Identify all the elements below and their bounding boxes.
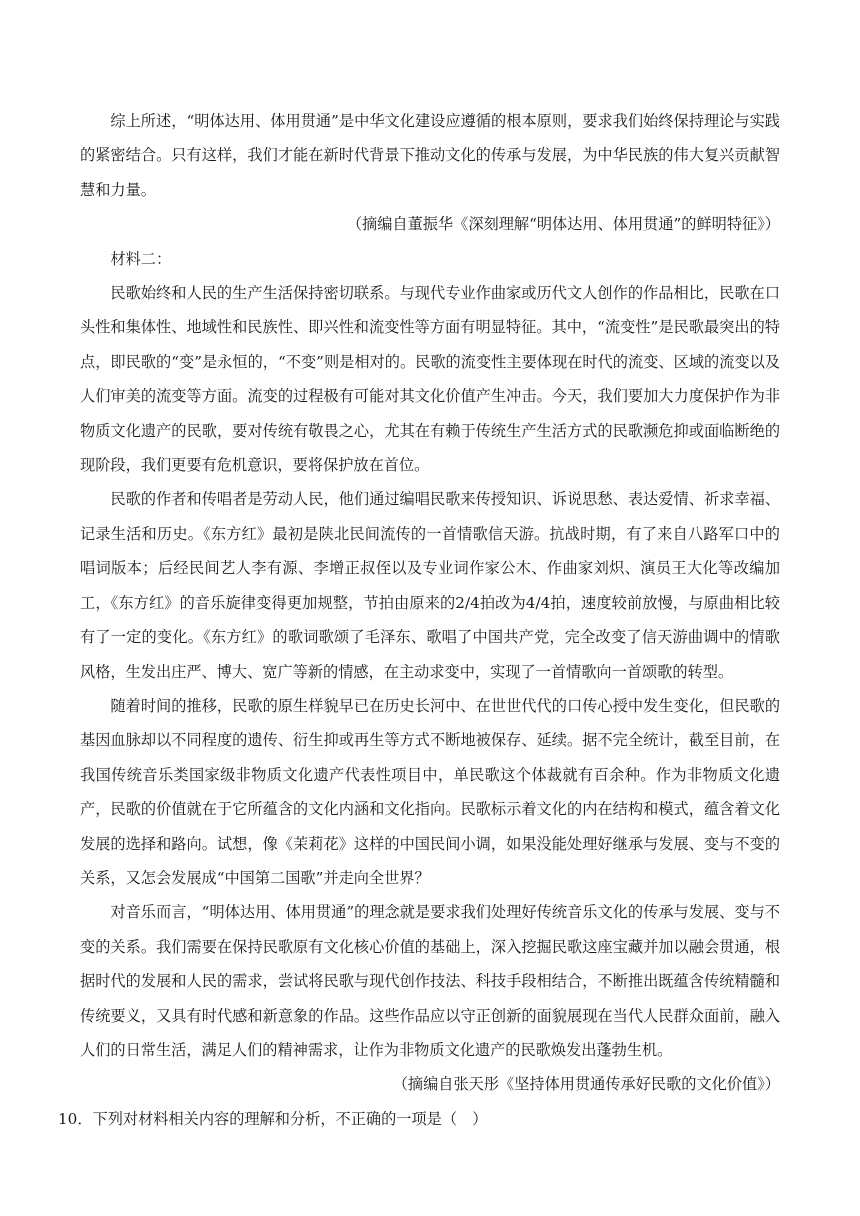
question-10: 10．下列对材料相关内容的理解和分析，不正确的一项是（ ）	[58, 1109, 488, 1128]
material2-paragraph-2: 民歌的作者和传唱者是劳动人民，他们通过编唱民歌来传授知识、诉说思愁、表达爱情、祈求幸福、记录生活和历史。《东方红》最初是陕北民间流传的一首情歌信天游。抗战时期，有了来自八路军口中的唱词版本；后经民间艺人李有源、李增正叔侄以及专业词作家公木、作曲家刘炽、演员王大化等改编加工，《东方红》的音乐旋律变得更加规整，节拍由原来的2/4拍改为4/4拍，速度较前放慢，与原曲相比较有了一定的变化。《东方红》的歌词歌颂了毛泽东、歌唱了中国共产党，完全改变了信天游曲调中的情歌风格，生发出庄严、博大、宽广等新的情感，在主动求变中，实现了一首情歌向一首颂歌的转型。	[80, 490, 780, 681]
material2-paragraph-3: 随着时间的推移，民歌的原生样貌早已在历史长河中、在世世代代的口传心授中发生变化，但民歌的基因血脉却以不同程度的遗传、衍生抑或再生等方式不断地被保存、延续。据不完全统计，截至目前，在我国传统音乐类国家级非物质文化遗产代表性项目中，单民歌这个体裁就有百余种。作为非物质文化遗产，民歌的价值就在于它所蕴含的文化内涵和文化指向。民歌标示着文化的内在结构和模式，蕴含着文化发展的选择和路向。试想，像《茉莉花》这样的中国民间小调，如果没能处理好继承与发展、变与不变的关系，又怎会发展成“中国第二国歌”并走向全世界？	[80, 696, 780, 887]
material2-label: 材料二：	[110, 249, 172, 268]
material2-paragraph-1: 民歌始终和人民的生产生活保持密切联系。与现代专业作曲家或历代文人创作的作品相比，民歌在口头性和集体性、地域性和民族性、即兴性和流变性等方面有明显特征。其中，“流变性”是民歌最突出的特点，即民歌的“变”是永恒的，“不变”则是相对的。民歌的流变性主要体现在时代的流变、区域的流变以及人们审美的流变等方面。流变的过程极有可能对其文化价值产生冲击。今天，我们要加大力度保护作为非物质文化遗产的民歌，要对传统有敬畏之心，尤其在有赖于传统生产生活方式的民歌濒危抑或面临断绝的现阶段，我们更要有危机意识，要将保护放在首位。	[80, 284, 780, 475]
material2-paragraph-4: 对音乐而言，“明体达用、体用贯通”的理念就是要求我们处理好传统音乐文化的传承与发展、变与不变的关系。我们需要在保持民歌原有文化核心价值的基础上，深入挖掘民歌这座宝藏并加以融会贯通，根据时代的发展和人民的需求，尝试将民歌与现代创作技法、科技手段相结合，不断推出既蕴含传统精髓和传统要义，又具有时代感和新意象的作品。这些作品应以守正创新的面貌展现在当代人民群众面前，融入人们的日常生活，满足人们的精神需求，让作为非物质文化遗产的民歌焕发出蓬勃生机。	[80, 903, 780, 1059]
document-page	[58, 104, 780, 1136]
material2-source: （摘编自张天彤《坚持体用贯通传承好民歌的文化价值》）	[392, 1075, 780, 1094]
material1-conclusion-paragraph: 综上所述，“明体达用、体用贯通”是中华文化建设应遵循的根本原则，要求我们始终保持理论与实践的紧密结合。只有这样，我们才能在新时代背景下推动文化的传承与发展，为中华民族的伟大复兴贡献智慧和力量。	[80, 112, 780, 199]
material1-source: （摘编自董振华《深刻理解“明体达用、体用贯通”的鲜明特征》）	[346, 215, 780, 234]
